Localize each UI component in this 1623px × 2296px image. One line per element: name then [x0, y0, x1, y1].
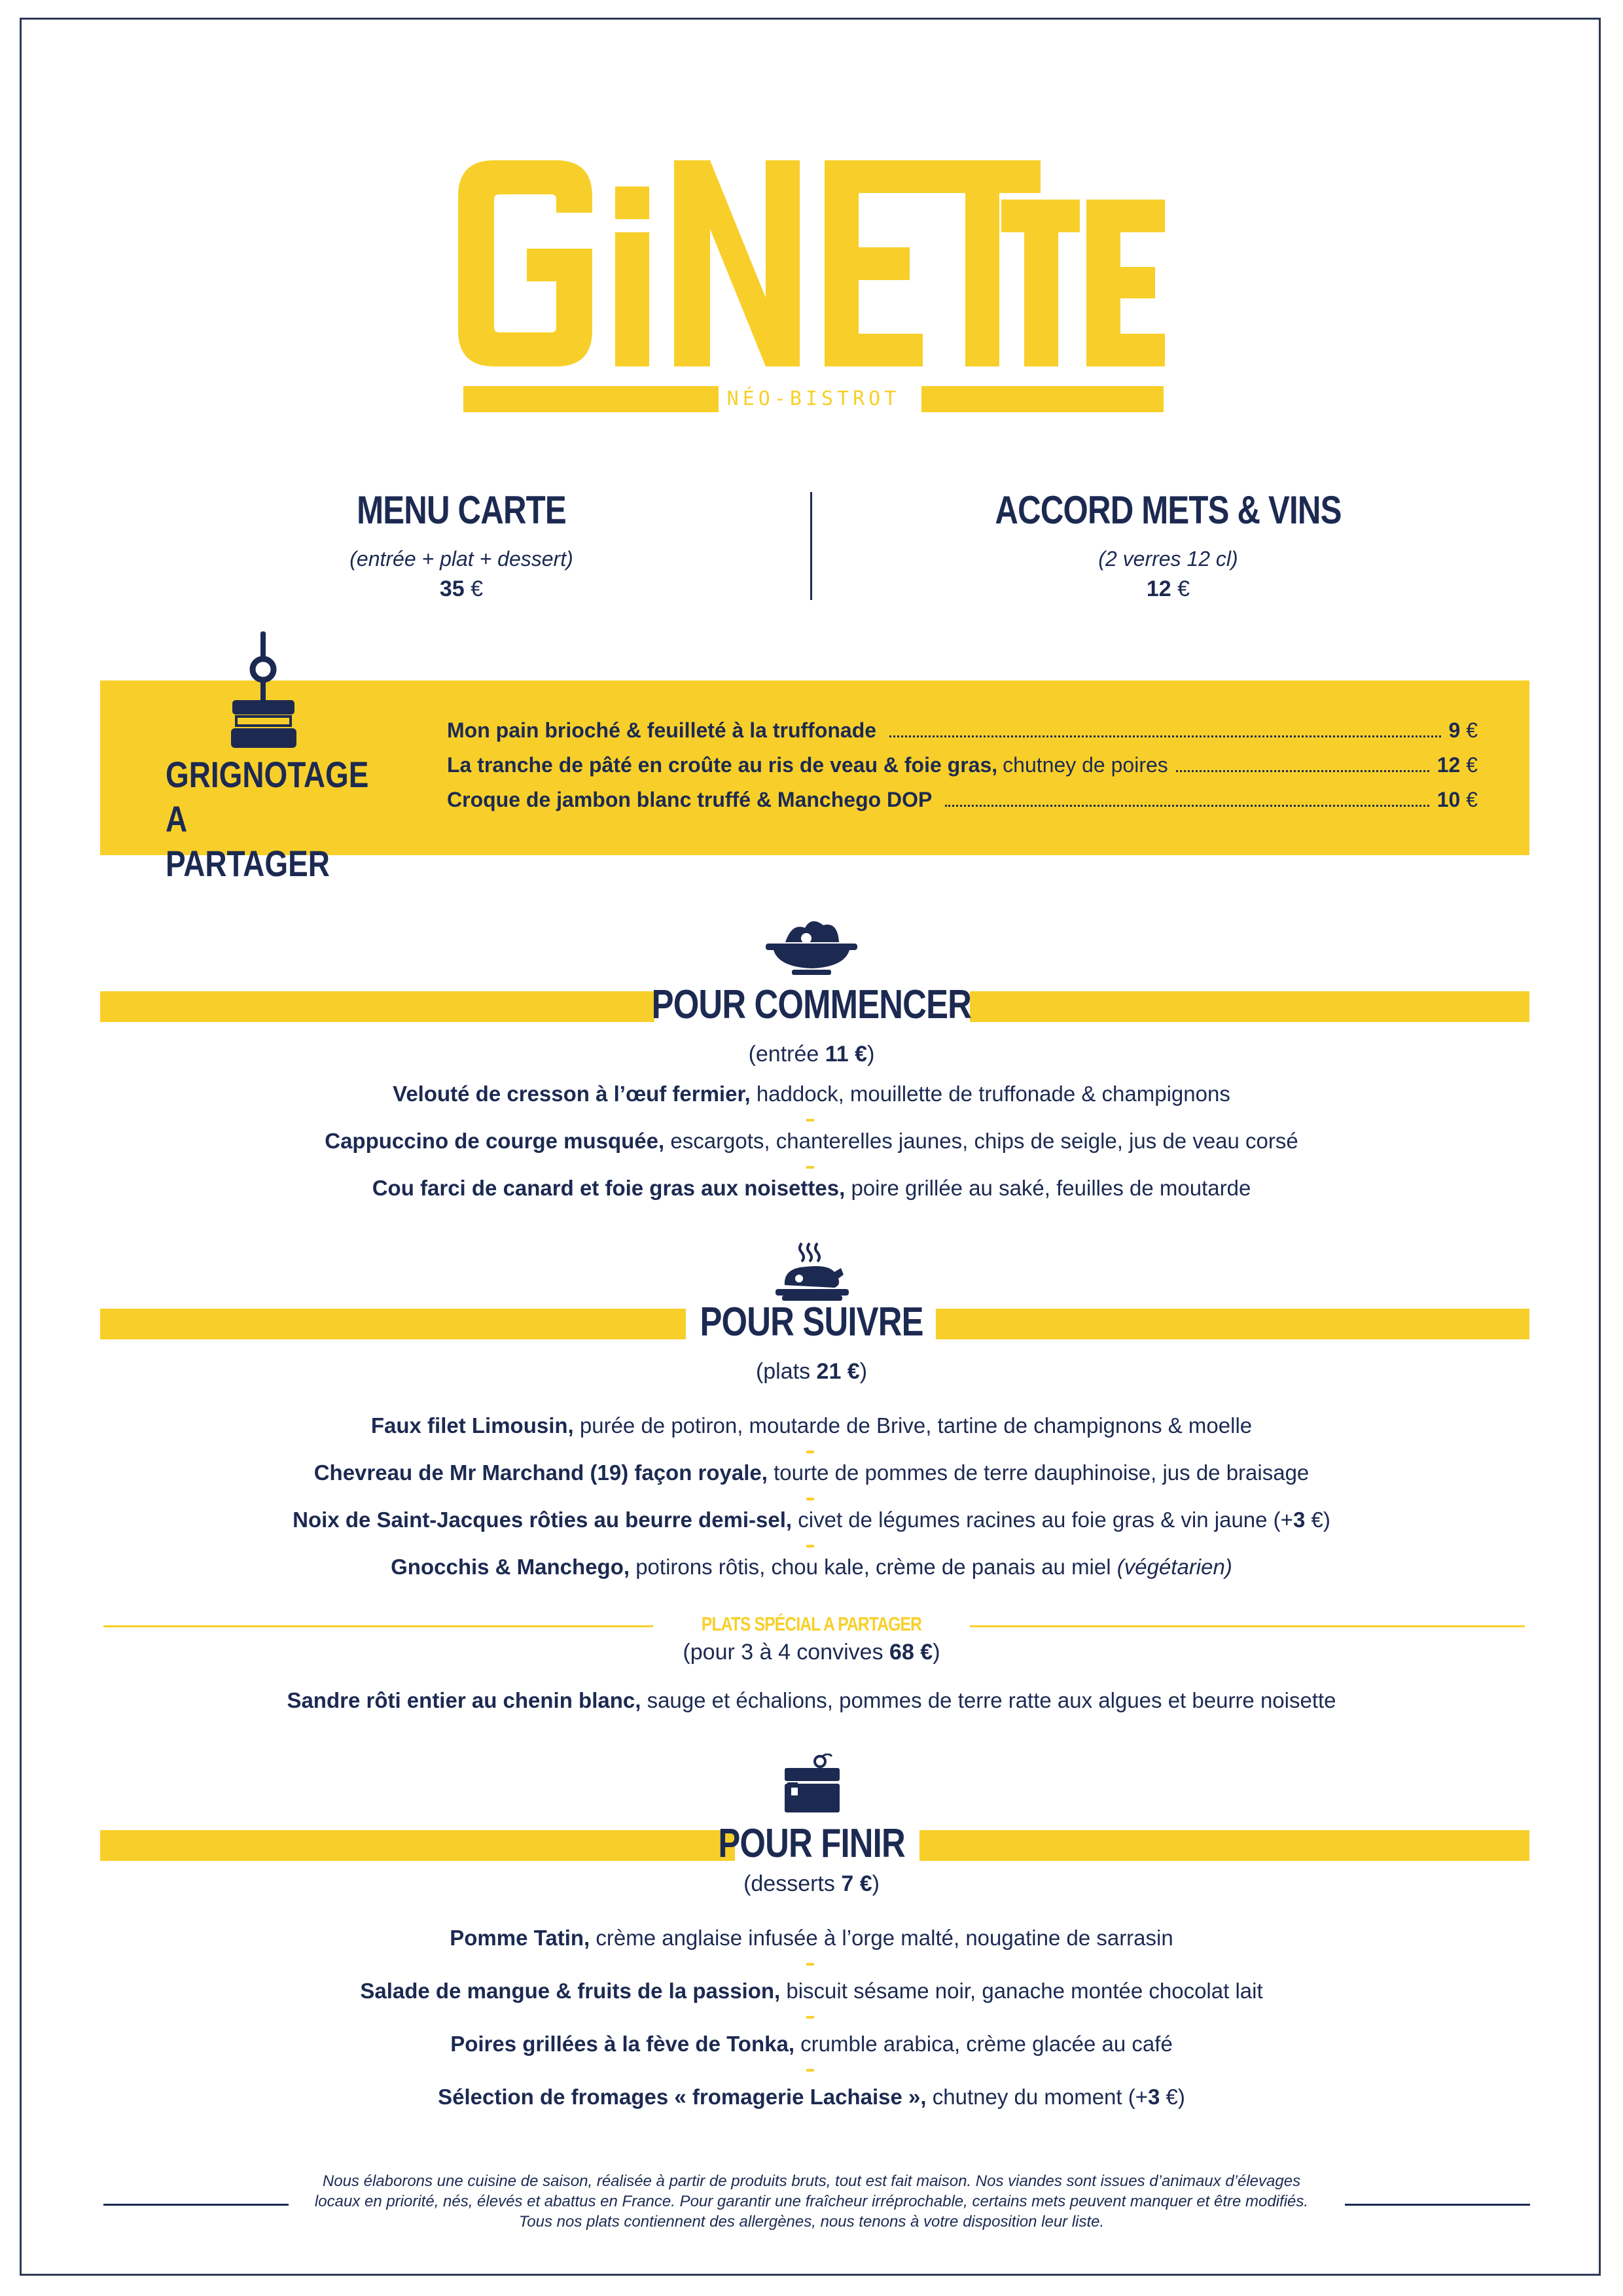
footer-line-left — [103, 2204, 289, 2206]
list-item: Velouté de cresson à l’œuf fermier, haddock, mouillette de truffonade & champignons — [393, 1082, 1230, 1106]
list-item: La tranche de pâté en croûte au ris de veau & foie gras, chutney de poires 12 € — [447, 753, 1478, 777]
section-price-commencer: (entrée 11 €) — [748, 1042, 875, 1067]
brand-tagline: NÉO-BISTROT — [726, 387, 901, 410]
accord-block — [874, 487, 1463, 602]
grignotage-list — [447, 713, 1478, 817]
special-price: (pour 3 à 4 convives 68 €) — [683, 1640, 940, 1665]
salad-bowl-icon — [766, 916, 857, 976]
separator — [806, 1166, 814, 1169]
menu-carte-subtitle: (entrée + plat + dessert) — [349, 547, 573, 571]
footer-line-right — [1345, 2204, 1530, 2206]
list-item: Poires grillées à la fève de Tonka, crumble arabica, crème glacée au café — [450, 2032, 1173, 2056]
list-item: Faux filet Limousin, purée de potiron, moutarde de Brive, tartine de champignons & moelle — [370, 1413, 1253, 1438]
grignotage-title: GRIGNOTAGE A PARTAGER — [166, 754, 369, 884]
section-price-suivre: (plats 21 €) — [755, 1359, 868, 1384]
list-item: Sélection de fromages « fromagerie Lachaise », chutney du moment (+3 €) — [438, 2085, 1185, 2109]
separator — [806, 1119, 814, 1122]
list-item: Croque de jambon blanc truffé & Manchego DOP 10 € — [447, 788, 1478, 811]
footer-notice: Nous élaborons une cuisine de saison, réalisée à partir de produits bruts, tout est fait maison. Nos viandes sont issues d’animaux d’élevages locaux en priorité, nés, élevés et abattus en France. Pour garantir une fraîcheur irréprochable, certains mets peuvent manquer et être modifiés. Tous nos plats contiennent des allergènes, nous tenons à votre disposition leur liste. — [314, 2172, 1309, 2231]
accord-title: ACCORD METS & VINS — [995, 488, 1342, 532]
list-item: Cou farci de canard et foie gras aux noisettes, poire grillée au saké, feuilles de moutarde — [372, 1176, 1251, 1200]
separator — [806, 2016, 814, 2019]
list-item: Sandre rôti entier au chenin blanc, sauge et échalions, pommes de terre ratte aux algues et beurre noisette — [287, 1688, 1336, 1712]
separator — [806, 2069, 814, 2072]
ginette-logo — [458, 160, 1165, 376]
section-title-suivre: POUR SUIVRE — [700, 1299, 923, 1345]
list-item: Pomme Tatin, crème anglaise infusée à l’orge malté, nougatine de sarrasin — [450, 1926, 1173, 1950]
menu-carte-block — [167, 487, 756, 602]
menu-carte-price: 35 € — [439, 576, 484, 601]
special-title: PLATS SPÉCIAL A PARTAGER — [701, 1614, 922, 1635]
section-title-commencer: POUR COMMENCER — [651, 982, 972, 1027]
list-item: Gnocchis & Manchego, potirons rôtis, chou kale, crème de panais au miel (végétarien) — [391, 1555, 1232, 1579]
section-title-finir: POUR FINIR — [718, 1821, 905, 1866]
logo-tagline-bar — [463, 386, 1164, 412]
cake-icon — [782, 1754, 842, 1814]
vertical-divider — [810, 492, 812, 600]
roast-platter-icon — [776, 1242, 849, 1302]
menu-carte-title: MENU CARTE — [357, 488, 566, 532]
grignotage-band — [100, 680, 1529, 884]
list-item: Mon pain brioché & feuilleté à la truffonade 9 € — [447, 718, 1478, 742]
list-item: Cappuccino de courge musquée, escargots, chanterelles jaunes, chips de seigle, jus de veau corsé — [325, 1129, 1298, 1153]
separator — [806, 1963, 814, 1966]
accord-price: 12 € — [1146, 576, 1190, 601]
list-item: Noix de Saint-Jacques rôties au beurre demi-sel, civet de légumes racines au foie gras & vin jaune (+3 €) — [293, 1508, 1330, 1532]
separator — [806, 1498, 814, 1500]
list-item: Salade de mangue & fruits de la passion, biscuit sésame noir, ganache montée chocolat lait — [360, 1979, 1263, 2003]
section-price-finir: (desserts 7 €) — [743, 1871, 880, 1896]
separator — [806, 1451, 814, 1453]
separator — [806, 1545, 814, 1547]
accord-subtitle: (2 verres 12 cl) — [1098, 547, 1238, 571]
skewer-icon — [231, 631, 296, 756]
list-item: Chevreau de Mr Marchand (19) façon royale, tourte de pommes de terre dauphinoise, jus de braisage — [313, 1460, 1310, 1485]
